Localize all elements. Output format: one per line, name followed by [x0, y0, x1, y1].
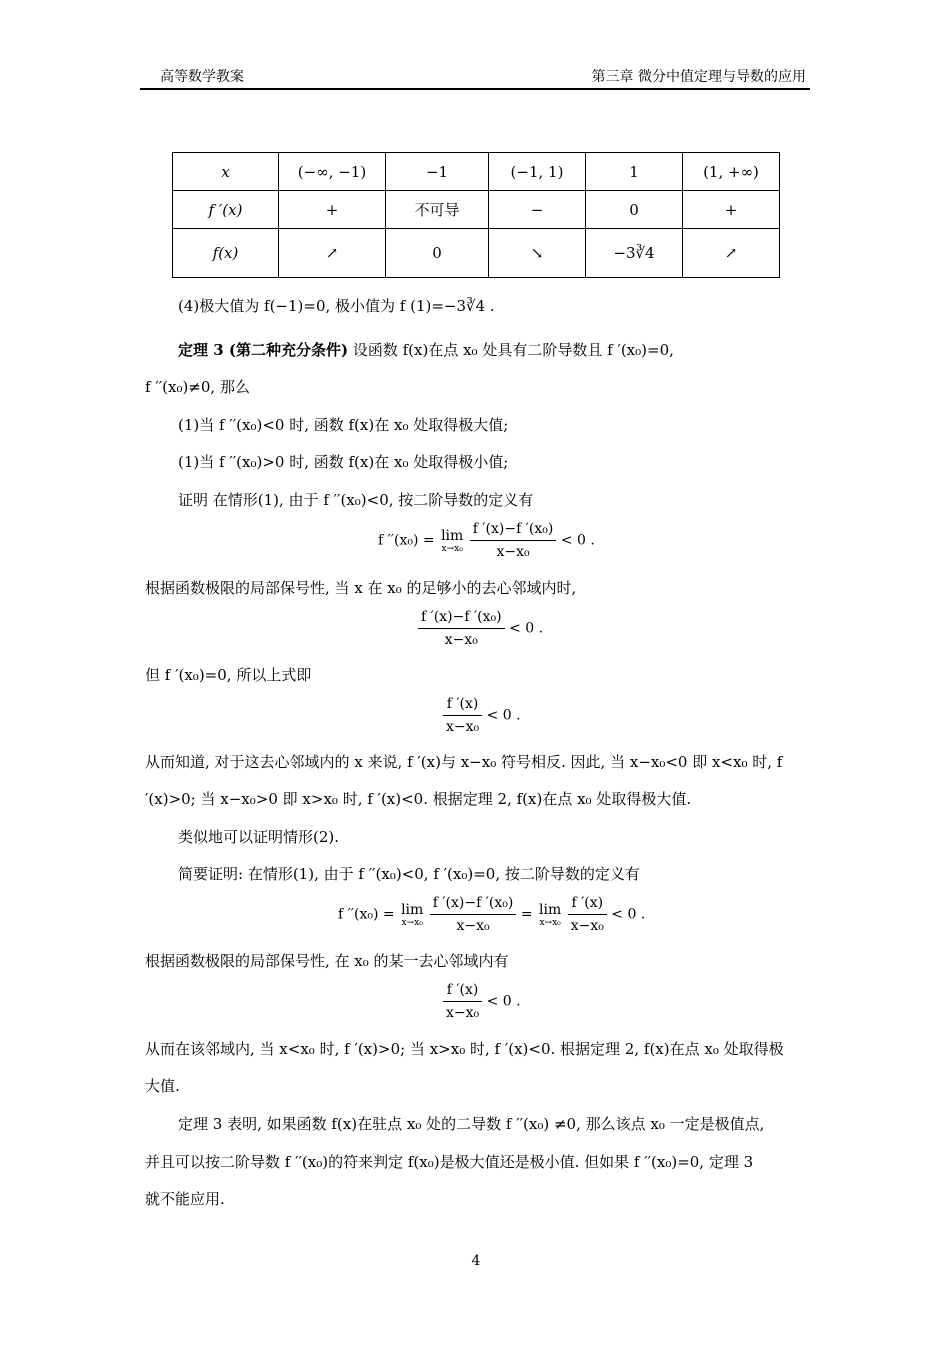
equation-quotient-negative [418, 608, 543, 649]
table-cell: ↗ [683, 229, 780, 278]
table-cell: −1 [386, 153, 489, 191]
equation-lhs: f ′′(x₀) = [378, 532, 435, 549]
table-cell: − [489, 191, 586, 229]
table-cell: 0 [586, 191, 683, 229]
table-cell: f(x) [173, 229, 279, 278]
equation-brief-proof [338, 894, 645, 935]
proof-intro: 证明 在情形(1), 由于 f ′′(x₀)<0, 按二阶导数的定义有 [178, 491, 534, 509]
table-cell: 1 [586, 153, 683, 191]
equation-tail: < 0 . [611, 906, 646, 923]
conclusion-line-3: 从而在该邻域内, 当 x<x₀ 时, f ′(x)>0; 当 x>x₀ 时, f ′(x)<0. 根据定理 2, f(x)在点 x₀ 处取得极 [145, 1040, 784, 1058]
table-cell: ↗ [279, 229, 386, 278]
remark-line-2: 并且可以按二阶导数 f ′′(x₀)的符来判定 f(x₀)是极大值还是极小值. 但如果 f ′′(x₀)=0, 定理 3 [145, 1153, 754, 1171]
local-sign-statement-2: 根据函数极限的局部保号性, 在 x₀ 的某一去心邻域内有 [145, 952, 509, 970]
theorem-label: 定理 3 (第二种充分条件) [178, 341, 349, 359]
case-2: (1)当 f ′′(x₀)>0 时, 函数 f(x)在 x₀ 处取得极小值; [178, 453, 509, 471]
table-cell: (−1, 1) [489, 153, 586, 191]
limit-operator: lim x→x₀ [401, 901, 424, 928]
equation-simple-quotient [443, 695, 521, 736]
case-1: (1)当 f ′′(x₀)<0 时, 函数 f(x)在 x₀ 处取得极大值; [178, 416, 509, 434]
equation-equals: = [520, 906, 533, 923]
simple-quotient: $\frac{f '(x)}{\text{x−x₀}}$ [568, 894, 607, 935]
simple-quotient: $\frac{f '(x)}{\text{x−x₀}}$ [443, 981, 482, 1022]
conclusion-line-4: 大值. [145, 1077, 180, 1095]
table-cell: 不可导 [386, 191, 489, 229]
equation-simple-quotient-2 [443, 981, 521, 1022]
difference-quotient: $\frac{\text{f ′(x)−f ′(x₀)}}{\text{x−x₀}}$ [430, 894, 517, 935]
header-left-title: 高等数学教案 [160, 69, 244, 85]
table-cell: 0 [386, 229, 489, 278]
brief-proof-intro: 简要证明: 在情形(1), 由于 f ′′(x₀)<0, f ′(x₀)=0, 按二阶导数的定义有 [178, 865, 640, 883]
but-statement: 但 f ′(x₀)=0, 所以上式即 [145, 666, 312, 684]
page-number: 4 [471, 1253, 481, 1269]
equation-second-derivative-limit [378, 520, 595, 561]
remark-line-1: 定理 3 表明, 如果函数 f(x)在驻点 x₀ 处的二导数 f ′′(x₀) ≠0, 那么该点 x₀ 一定是极值点, [178, 1115, 765, 1133]
table-cell: −3∛4 [586, 229, 683, 278]
difference-quotient: $\frac{\text{f ′(x)−f ′(x₀)}}{\text{x−x₀}}$ [470, 520, 557, 561]
conclusion-line-2: ′(x)>0; 当 x−x₀>0 即 x>x₀ 时, f ′(x)<0. 根据定理 2, f(x)在点 x₀ 处取得极大值. [145, 790, 692, 808]
table-cell: (−∞, −1) [279, 153, 386, 191]
table-row [173, 191, 780, 229]
equation-tail: < 0 . [486, 707, 521, 724]
table-cell: f ′(x) [173, 191, 279, 229]
extrema-result: (4)极大值为 f(−1)=0, 极小值为 f (1)=−3∛4 . [178, 297, 495, 315]
table-row [173, 229, 780, 278]
table-row [173, 153, 780, 191]
local-sign-statement: 根据函数极限的局部保号性, 当 x 在 x₀ 的足够小的去心邻域内时, [145, 579, 577, 597]
monotonicity-table [172, 152, 780, 278]
conclusion-line-1: 从而知道, 对于这去心邻域内的 x 来说, f ′(x)与 x−x₀ 符号相反. 因此, 当 x−x₀<0 即 x<x₀ 时, f [145, 753, 783, 771]
equation-tail: < 0 . [509, 620, 544, 637]
remark-line-3: 就不能应用. [145, 1190, 225, 1208]
simple-quotient: $\frac{f '(x)}{\text{x−x₀}}$ [443, 695, 482, 736]
table-cell: + [683, 191, 780, 229]
theorem-3-statement [178, 340, 674, 360]
table-cell: + [279, 191, 386, 229]
equation-tail: < 0 . [560, 532, 595, 549]
limit-operator: lim x→x₀ [539, 901, 562, 928]
table-cell: ↘ [489, 229, 586, 278]
theorem-3-continued: f ′′(x₀)≠0, 那么 [145, 378, 250, 396]
table-cell: x [173, 153, 279, 191]
similar-proof-note: 类似地可以证明情形(2). [178, 828, 340, 846]
theorem-text: 设函数 f(x)在点 x₀ 处具有二阶导数且 f ′(x₀)=0, [348, 341, 674, 359]
table-cell: (1, +∞) [683, 153, 780, 191]
difference-quotient: $\frac{\text{f ′(x)−f ′(x₀)}}{\text{x−x₀}}$ [418, 608, 505, 649]
equation-tail: < 0 . [486, 993, 521, 1010]
header-rule [140, 88, 810, 90]
equation-lhs: f ′′(x₀) = [338, 906, 395, 923]
limit-operator: lim x→x₀ [441, 527, 464, 554]
header-chapter-title: 第三章 微分中值定理与导数的应用 [591, 69, 806, 85]
